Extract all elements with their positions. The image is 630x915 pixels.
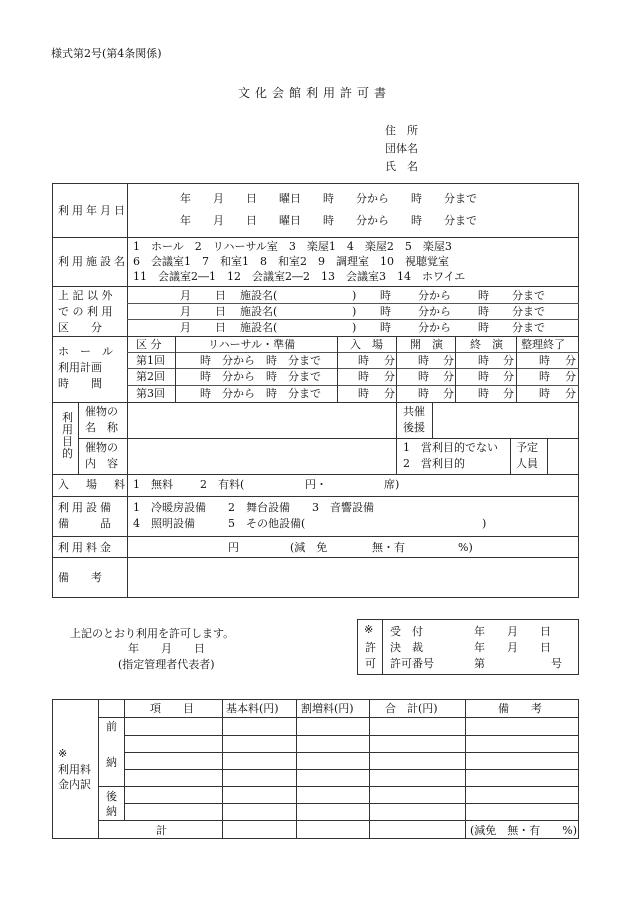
- other-use-label: 区 分: [58, 321, 102, 334]
- fee-label: 利用料金: [58, 541, 114, 554]
- permit-row-value: 第 号: [474, 657, 562, 670]
- other-use-label: 上 記 以 外: [58, 289, 113, 302]
- expected-attendance-label: 人員: [516, 457, 538, 470]
- sponsor-label: 後援: [403, 421, 425, 434]
- approval-date: 年 月 日: [128, 642, 205, 655]
- hall-plan-label: 利用計画: [58, 361, 102, 374]
- fee-reduction: (減 免: [290, 541, 328, 554]
- admission-seats: 席): [384, 478, 400, 491]
- event-content-label: 内 容: [85, 457, 118, 470]
- name-label: 氏 名: [385, 160, 418, 173]
- purpose-label: 的: [62, 447, 73, 460]
- facility-option-line: 11 会議室2―1 12 会議室2―2 13 会議室3 14 ホワイエ: [133, 270, 466, 283]
- prepaid-label: 納: [106, 756, 117, 769]
- equipment-label: 利用設備: [58, 501, 114, 514]
- admission-label: 入 場 料: [58, 478, 128, 491]
- fee-breakdown-label: 金内訳: [58, 778, 91, 791]
- remarks-label: 備 考: [58, 571, 102, 584]
- purpose-label: 用: [62, 423, 73, 436]
- address-label: 住 所: [385, 124, 418, 137]
- approval-text: 上記のとおり利用を許可します。: [70, 627, 235, 640]
- permit-row-value: 年 月 日: [474, 625, 551, 638]
- hall-plan-label: ホ ー ル: [58, 345, 113, 358]
- date-line-1: 年 月 日 曜日 時 分から 時 分まで: [180, 192, 477, 205]
- organization-label: 団体名: [385, 142, 418, 155]
- fee-yes-no: 無・有: [372, 541, 405, 554]
- permit-vertical-label: 許: [365, 641, 376, 654]
- equipment-option-line: 4 照明設備 5 その他設備(: [133, 517, 306, 530]
- admission-yen: 円・: [305, 478, 327, 491]
- postpaid-label: 後: [106, 790, 117, 803]
- permit-row-label: 許可番号: [390, 657, 434, 670]
- fee-header-item: 項 目: [150, 702, 194, 715]
- fee-header-remarks: 備 考: [498, 702, 542, 715]
- total-label: 計: [156, 824, 167, 837]
- facility-option-line: 1 ホール 2 リハーサル室 3 楽屋1 4 楽屋2 5 楽屋3: [133, 240, 452, 253]
- permit-mark: ※: [364, 623, 374, 636]
- hall-header-cleanup: 整理終了: [521, 338, 565, 351]
- fee-header-total: 合 計(円): [385, 702, 438, 715]
- hall-header-division: 区 分: [136, 338, 162, 351]
- permit-row-value: 年 月 日: [474, 641, 551, 654]
- total-remarks: (減免 無・有 %): [470, 824, 578, 837]
- date-line-2: 年 月 日 曜日 時 分から 時 分まで: [180, 214, 477, 227]
- approval-signer: (指定管理者代表者): [118, 658, 215, 671]
- expected-attendance-label: 予定: [516, 441, 538, 454]
- equipment-label: 備 品: [58, 517, 114, 530]
- hall-header-close: 終 演: [470, 338, 503, 351]
- hall-plan-label: 時 間: [58, 377, 102, 390]
- event-name-label: 催物の: [85, 405, 118, 418]
- admission-paid: 2 有料(: [200, 478, 245, 491]
- facility-label: 利用施設名: [58, 255, 128, 268]
- hall-header-rehearsal: リハーサル・準備: [208, 338, 296, 351]
- purpose-label: 目: [62, 435, 73, 448]
- fee-header-surcharge: 割増料(円): [301, 702, 354, 715]
- sponsor-label: 共催: [403, 405, 425, 418]
- page-title: 文化会館利用許可書: [238, 86, 392, 100]
- date-label: 利用年月日: [58, 204, 128, 217]
- fee-breakdown-label: 利用料: [58, 763, 91, 776]
- permit-vertical-label: 可: [365, 657, 376, 670]
- permit-row-label: 決 裁: [390, 641, 423, 654]
- event-content-label: 催物の: [85, 441, 118, 454]
- fee-yen: 円: [228, 541, 239, 554]
- equipment-option-line: 1 冷暖房設備 2 舞台設備 3 音響設備: [133, 501, 374, 514]
- fee-header-basic: 基本料(円): [226, 702, 279, 715]
- hall-header-open: 開 演: [410, 338, 443, 351]
- profit-option: 1 営利目的でない: [403, 441, 498, 454]
- other-use-label: で の 利 用: [58, 305, 113, 318]
- event-name-label: 名 称: [85, 421, 118, 434]
- form-number: 様式第2号(第4条関係): [51, 47, 162, 60]
- purpose-label: 利: [62, 411, 73, 424]
- fee-percent: %): [458, 541, 473, 554]
- admission-free: 1 無料: [133, 478, 173, 491]
- prepaid-label: 前: [106, 720, 117, 733]
- profit-option: 2 営利目的: [403, 457, 465, 470]
- permit-row-label: 受 付: [390, 625, 423, 638]
- facility-option-line: 6 会議室1 7 和室1 8 和室2 9 調理室 10 視聴覚室: [133, 255, 449, 268]
- equipment-paren-close: ): [482, 517, 487, 530]
- hall-header-entry: 入 場: [350, 338, 383, 351]
- fee-breakdown-mark: ※: [58, 747, 68, 760]
- postpaid-label: 納: [106, 805, 117, 818]
